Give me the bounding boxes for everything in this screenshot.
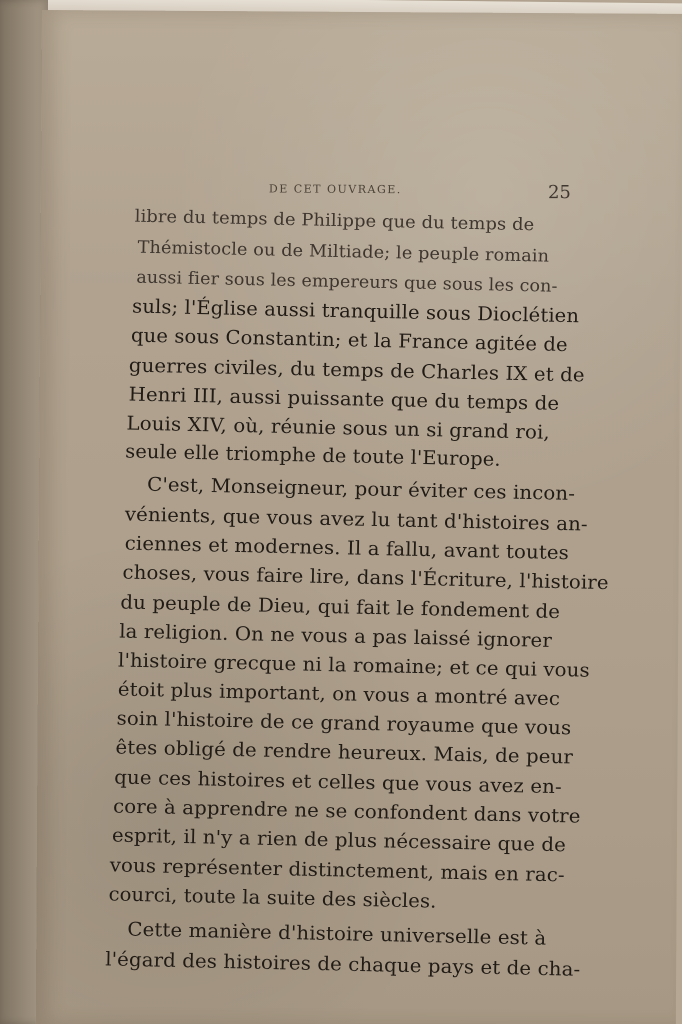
text-line: étoit plus important, on vous a montré avec: [117, 678, 561, 711]
book-page: [36, 10, 682, 1024]
text-line: libre du temps de Philippe que du temps de: [134, 206, 535, 236]
text-line: soin l'histoire de ce grand royaume que vous: [116, 707, 572, 740]
text-line: que sous Constantin; et la France agitée de: [130, 324, 568, 357]
text-line: êtes obligé de rendre heureux. Mais, de peur: [115, 736, 574, 769]
text-line: seule elle triomphe de toute l'Europe.: [125, 440, 501, 471]
text-line: guerres civiles, du temps de Charles IX et de: [128, 354, 585, 387]
text-line: ciennes et modernes. Il a fallu, avant toutes: [124, 532, 570, 565]
text-line: l'égard des histoires de chaque pays et de cha-: [104, 948, 581, 981]
text-line: Cette manière d'histoire universelle est à: [127, 918, 547, 950]
page-text: [36, 10, 682, 1024]
text-line: courci, toute la suite des siècles.: [108, 883, 437, 913]
text-line: Louis XIV, où, réunie sous un si grand roi,: [126, 412, 551, 444]
text-line: aussi fier sous les empereurs que sous les con-: [136, 267, 558, 297]
running-title: DE CET OUVRAGE.: [268, 182, 402, 197]
text-line: vous représenter distinctement, mais en rac-: [109, 854, 565, 887]
text-line: que ces histoires et celles que vous avez en-: [114, 766, 562, 799]
text-line: la religion. On ne vous a pas laissé ignorer: [118, 620, 553, 652]
text-line: l'histoire grecque ni la romaine; et ce qui vous: [117, 649, 590, 682]
page-number: 25: [547, 182, 571, 204]
text-line: Henri III, aussi puissante que du temps de: [128, 383, 560, 415]
text-line: Thémistocle ou de Miltiade; le peuple romain: [137, 237, 550, 267]
text-line: vénients, que vous avez lu tant d'histoires an-: [124, 503, 588, 536]
text-line: C'est, Monseigneur, pour éviter ces incon-: [146, 473, 576, 505]
text-line: du peuple de Dieu, qui fait le fondement de: [120, 591, 561, 624]
page-header: [269, 182, 605, 208]
text-line: esprit, il n'y a rien de plus nécessaire que de: [111, 824, 567, 857]
text-line: core à apprendre ne se confondent dans votre: [112, 795, 581, 828]
text-line: suls; l'Église aussi tranquille sous Dioclétien: [131, 295, 580, 328]
text-line: choses, vous faire lire, dans l'Écriture, l'histoire: [122, 561, 609, 595]
